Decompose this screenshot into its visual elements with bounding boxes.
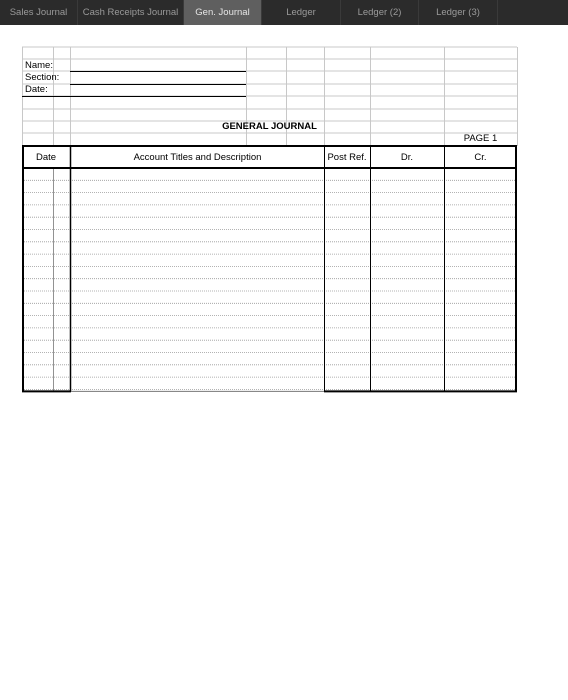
- section-label: Section:: [25, 72, 60, 83]
- column-header-cr: Cr.: [474, 152, 487, 163]
- journal-title: GENERAL JOURNAL: [222, 121, 317, 132]
- page-number: PAGE 1: [463, 133, 498, 144]
- tab-cash-receipts-journal[interactable]: Cash Receipts Journal: [78, 0, 184, 25]
- tab-ledger[interactable]: Ledger: [262, 0, 341, 25]
- sheet-tab-bar: [0, 0, 568, 25]
- column-header-date: Date: [35, 152, 57, 163]
- tab-sales-journal[interactable]: Sales Journal: [0, 0, 78, 25]
- tab-ledger-2[interactable]: Ledger (2): [341, 0, 419, 25]
- column-header-account: Account Titles and Description: [133, 152, 262, 163]
- tab-bar-empty: [498, 0, 568, 25]
- spreadsheet-area: [0, 25, 568, 700]
- name-label: Name:: [25, 60, 53, 71]
- column-header-dr: Dr.: [400, 152, 414, 163]
- tab-gen-journal[interactable]: Gen. Journal: [184, 0, 262, 25]
- tab-ledger-3[interactable]: Ledger (3): [419, 0, 498, 25]
- column-header-post-ref: Post Ref.: [327, 152, 367, 163]
- date-label: Date:: [25, 84, 48, 95]
